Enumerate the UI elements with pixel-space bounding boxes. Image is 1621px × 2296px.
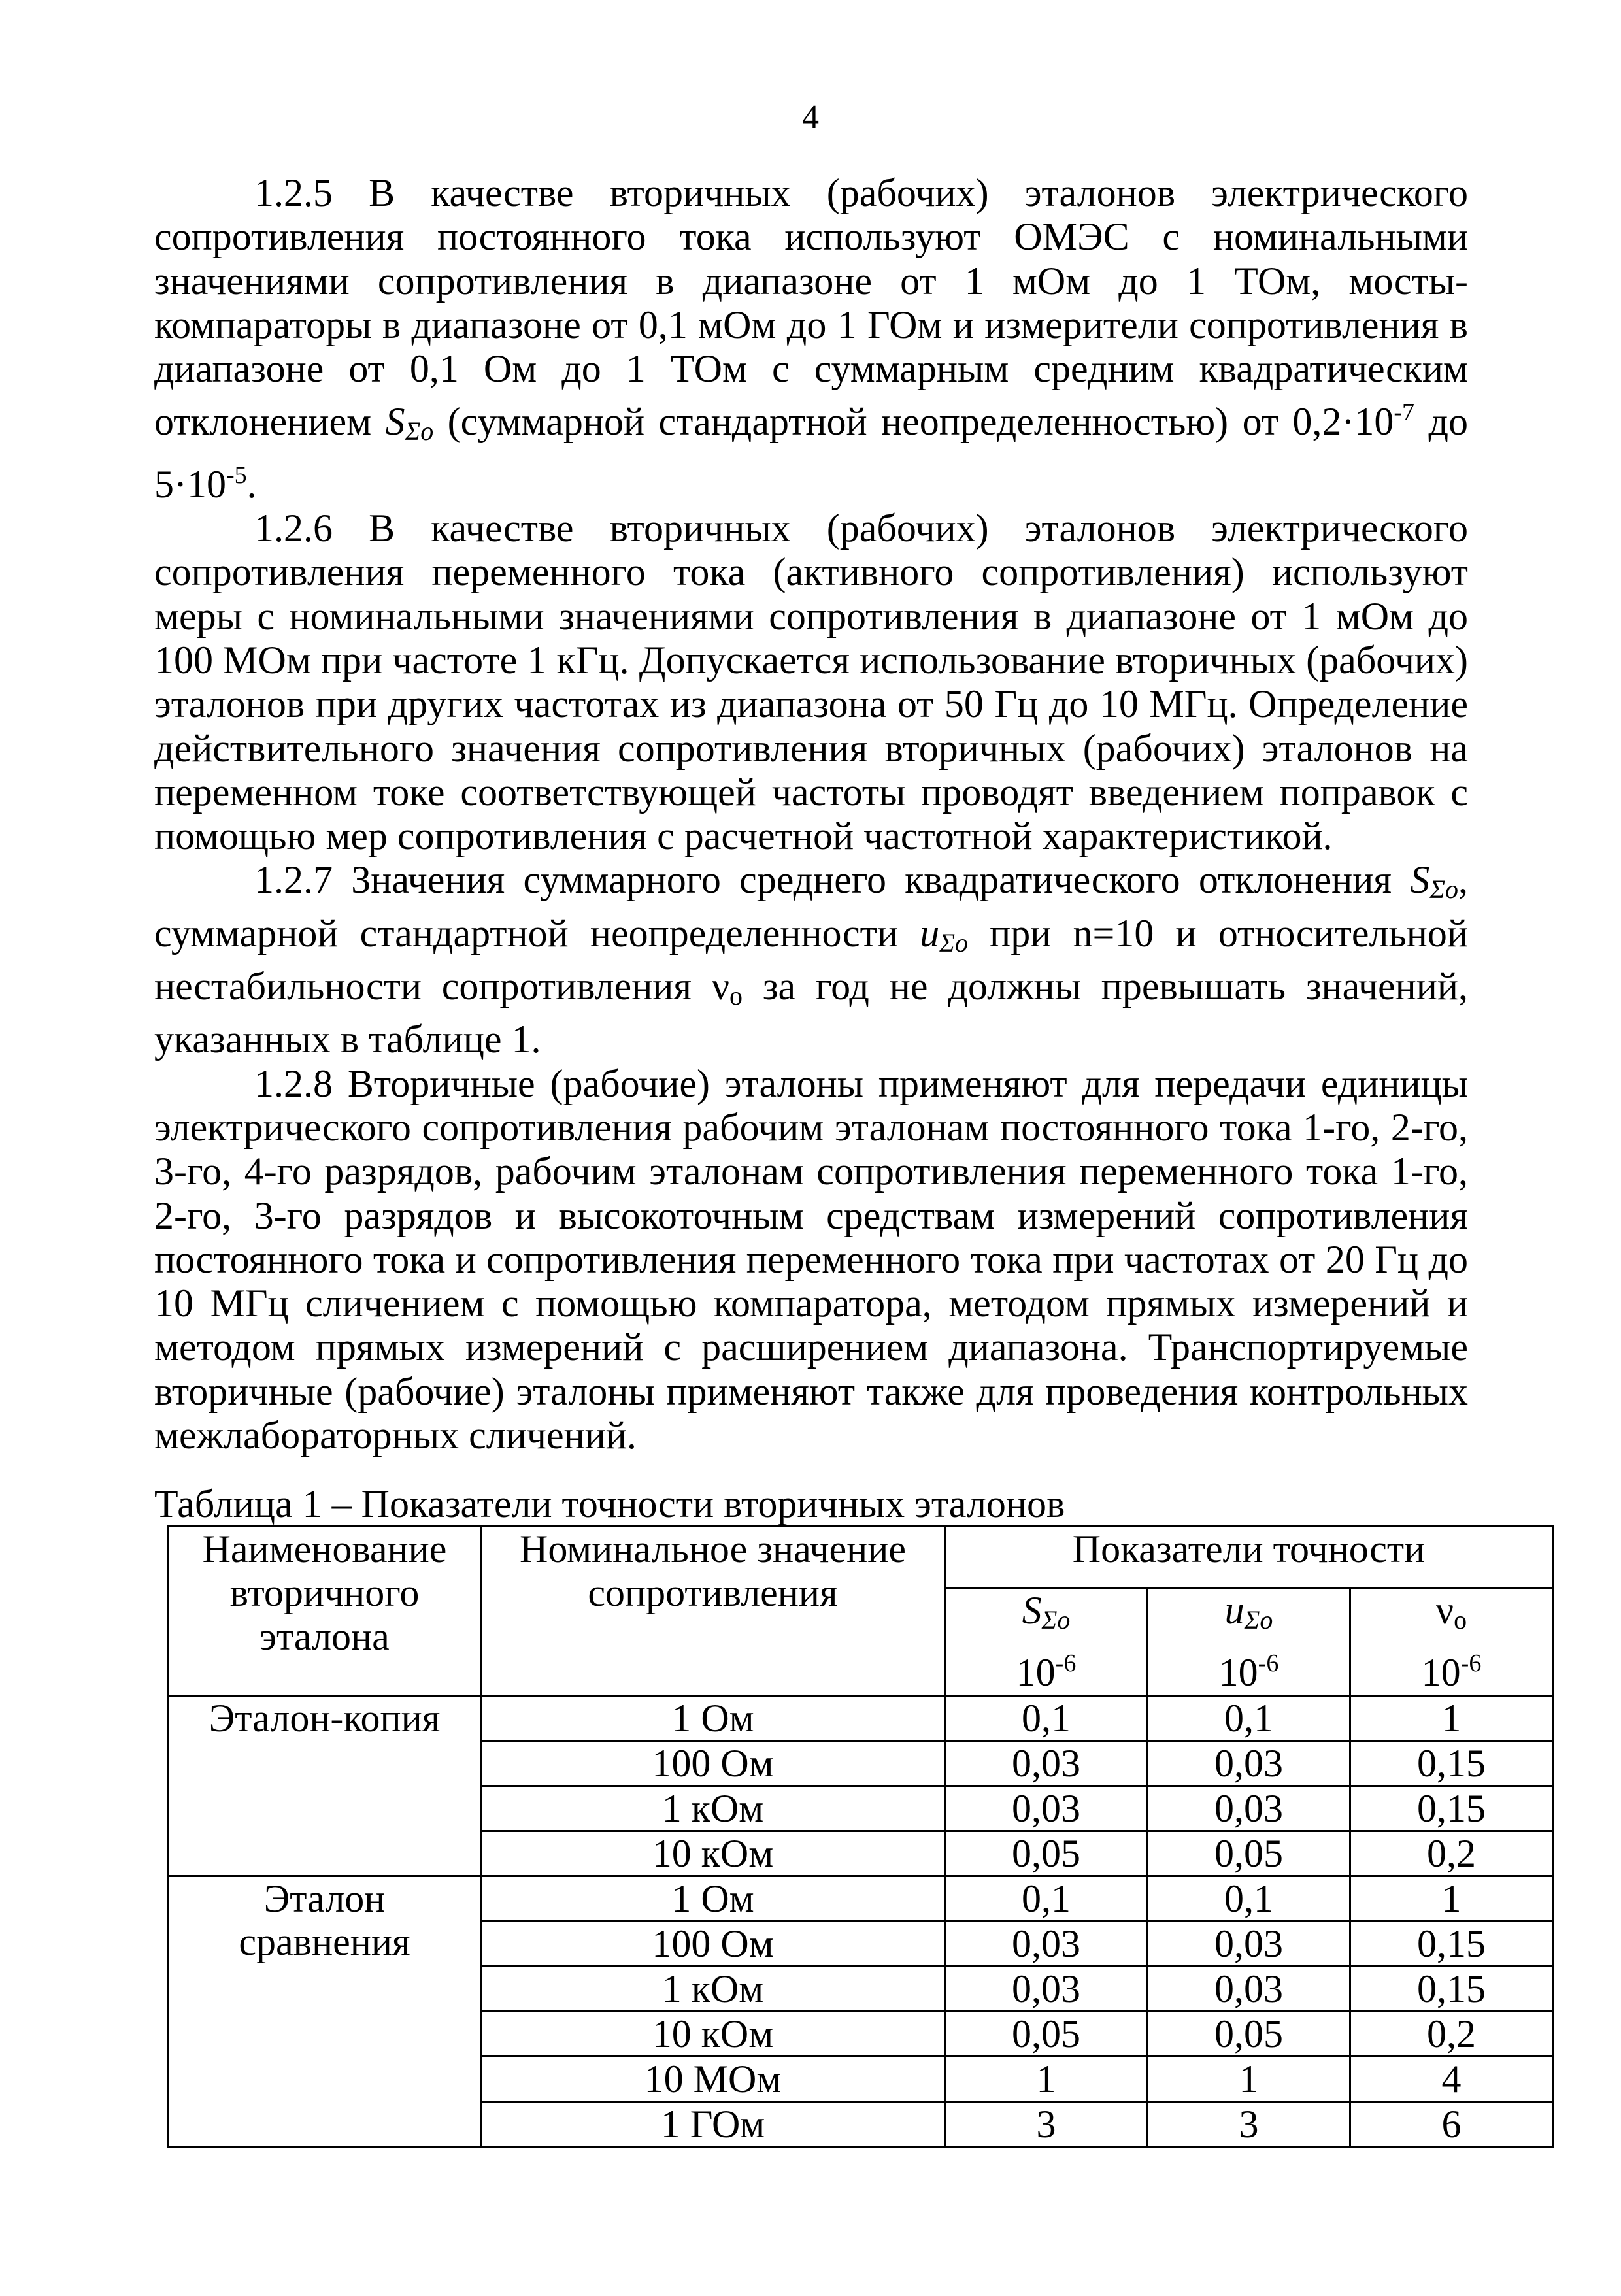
paragraph-1-2-8: 1.2.8 Вторичные (рабочие) эталоны применяют для передачи единицы электрического сопротивления рабочим эталонам постоянного тока 1-го, 2-го, 3-го, 4-го разрядов, рабочим эталонам сопротивления переменного тока 1-го, 2-го, 3-го разрядов и высокоточным средствам измерений сопротивления постоянного тока и сопротивления переменного тока при частотах от 20 Гц до 10 МГц сличением с помощью компаратора, методом прямых измерений и методом прямых измерений с расширением диапазона. Транспортируемые вторичные (рабочие) эталоны применяют также для проведения контрольных межлабораторных сличений.: [154, 1061, 1468, 1457]
table-cell: 0,1: [945, 1876, 1148, 1922]
accuracy-table: [167, 1525, 1554, 2148]
group-name-comparison-standard: Эталон сравнения: [169, 1876, 481, 2147]
table-cell: 4: [1350, 2057, 1553, 2102]
table-cell: 0,03: [945, 1967, 1148, 2012]
table-cell: 10 кОм: [481, 2012, 945, 2057]
table-cell: 0,1: [945, 1696, 1148, 1741]
table-cell: 1 Ом: [481, 1696, 945, 1741]
table-cell: 0,1: [1148, 1696, 1350, 1741]
table-cell: 0,15: [1350, 1967, 1553, 2012]
header-standard-name: Наименование вторичного эталона: [169, 1527, 481, 1696]
symbol-u-sigma: $u_{\Sigma о}$: [920, 911, 968, 957]
table-cell: 6: [1350, 2102, 1553, 2147]
table-cell: 1 ГОм: [481, 2102, 945, 2147]
table-cell: 0,03: [1148, 1786, 1350, 1831]
table-cell: 0,2: [1350, 1831, 1553, 1876]
table-cell: 0,15: [1350, 1786, 1553, 1831]
table-cell: 1: [945, 2057, 1148, 2102]
table-cell: 1 кОм: [481, 1786, 945, 1831]
table-cell: 10 кОм: [481, 1831, 945, 1876]
table-cell: 0,1: [1148, 1876, 1350, 1922]
table-cell: 0,05: [1148, 1831, 1350, 1876]
table-cell: 3: [945, 2102, 1148, 2147]
table-header-row: [169, 1527, 1553, 1588]
table-cell: 0,03: [945, 1741, 1148, 1786]
table-cell: 0,15: [1350, 1741, 1553, 1786]
table-cell: 0,2: [1350, 2012, 1553, 2057]
table-cell: 3: [1148, 2102, 1350, 2147]
table-cell: 0,03: [1148, 1967, 1350, 2012]
table-cell: 1 Ом: [481, 1876, 945, 1922]
table-cell: 0,05: [945, 1831, 1148, 1876]
table-cell: 0,05: [1148, 2012, 1350, 2057]
table-cell: 0,03: [1148, 1741, 1350, 1786]
table-cell: 1: [1148, 2057, 1350, 2102]
page-number: 4: [802, 99, 819, 136]
table-cell: 0,03: [945, 1786, 1148, 1831]
table-cell: 0,03: [1148, 1922, 1350, 1967]
table-cell: 10 МОм: [481, 2057, 945, 2102]
table-cell: 0,15: [1350, 1922, 1553, 1967]
table-cell: 0,05: [945, 2012, 1148, 2057]
symbol-s-sigma: $S_{\Sigma о}$: [1410, 858, 1458, 905]
header-accuracy-group: Показатели точности: [945, 1527, 1553, 1588]
header-nu: $\nu_о$ $10^{-6}$: [1350, 1588, 1553, 1696]
symbol-s-sigma: $S_{\Sigma о}$: [385, 400, 434, 446]
header-u-sigma: $u_{\Sigma о}$ $10^{-6}$: [1148, 1588, 1350, 1696]
table-row: [169, 1696, 1553, 1741]
group-name-copy-standard: Эталон-копия: [169, 1696, 481, 1876]
paragraph-1-2-6: 1.2.6 В качестве вторичных (рабочих) эталонов электрического сопротивления переменного тока (активного сопротивления) используют меры с номинальными значениями сопротивления в диапазоне от 1 мОм до 100 МОм при частоте 1 кГц. Допускается использование вторичных (рабочих) эталонов при других частотах из диапазона от 50 Гц до 10 МГц. Определение действительного значения сопротивления вторичных (рабочих) эталонов на переменном токе соответствующей частоты проводят введением поправок с помощью мер сопротивления с расчетной частотной характеристикой.: [154, 507, 1468, 858]
table-caption: Таблица 1 – Показатели точности вторичных эталонов: [154, 1482, 1065, 1525]
table-row: [169, 1876, 1553, 1922]
table-cell: 100 Ом: [481, 1922, 945, 1967]
paragraph-1-2-5: 1.2.5 В качестве вторичных (рабочих) эталонов электрического сопротивления постоянного тока используют ОМЭС с номинальными значениями сопротивления в диапазоне от 1 мОм до 1 ТОм, мосты-компараторы в диапазоне от 0,1 мОм до 1 ГОм и измерители сопротивления в диапазоне от 0,1 Ом до 1 ТОм с суммарным средним квадратическим отклонением $S_{\Sigma о}$ (суммарной стандартной неопределенностью) от $0,2\cdot 10^{-7}$ до $5\cdot 10^{-5}$.: [154, 171, 1468, 506]
header-nominal-value: Номинальное значение сопротивления: [481, 1527, 945, 1696]
table-cell: 1 кОм: [481, 1967, 945, 2012]
table-cell: 1: [1350, 1696, 1553, 1741]
body-text: [154, 171, 1468, 1457]
paragraph-1-2-7: 1.2.7 Значения суммарного среднего квадратического отклонения $S_{\Sigma о}$, суммарной стандартной неопределенности $u_{\Sigma о}$ при n=10 и относительной нестабильности сопротивления $\nu_о$ за год не должны превышать значений, указанных в таблице 1.: [154, 858, 1468, 1061]
table-cell: 100 Ом: [481, 1741, 945, 1786]
header-s-sigma: $S_{\Sigma о}$ $10^{-6}$: [945, 1588, 1148, 1696]
table-cell: 1: [1350, 1876, 1553, 1922]
table-cell: 0,03: [945, 1922, 1148, 1967]
